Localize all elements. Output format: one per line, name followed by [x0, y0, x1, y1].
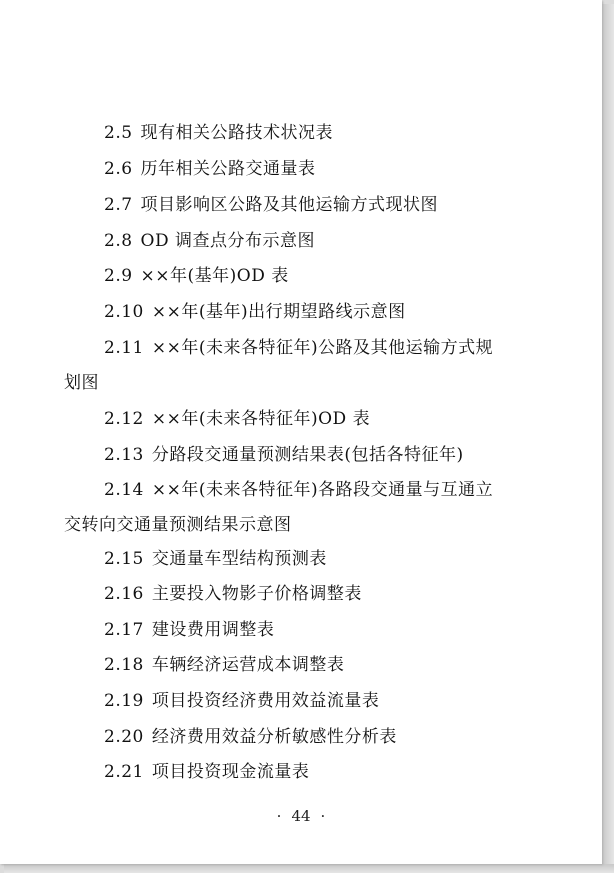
item-title: ××年(未来各特征年)各路段交通量与互通立: [151, 480, 494, 500]
item-number: 2.15: [104, 549, 144, 569]
list-item: [104, 655, 344, 675]
item-number: 2.17: [104, 620, 144, 640]
item-number: 2.14: [104, 480, 144, 500]
list-item: [104, 727, 397, 747]
list-item: [104, 302, 406, 322]
list-item: [104, 231, 315, 251]
item-number: 2.7: [104, 195, 133, 215]
list-item: [104, 445, 464, 465]
item-title: ××年(基年)OD 表: [140, 266, 289, 286]
item-title: 项目影响区公路及其他运输方式现状图: [140, 195, 439, 215]
item-title: 项目投资现金流量表: [151, 762, 310, 782]
item-number: 2.13: [104, 445, 144, 465]
page-number-value: 44: [291, 807, 311, 825]
item-number: 2.6: [104, 159, 133, 179]
item-title-continued: 交转向交通量预测结果示意图: [64, 515, 292, 535]
item-title: ××年(基年)出行期望路线示意图: [151, 302, 406, 322]
item-number: 2.20: [104, 727, 144, 747]
item-number: 2.18: [104, 655, 144, 675]
list-item: [104, 620, 274, 640]
list-item: [104, 195, 438, 215]
list-item: [104, 762, 309, 782]
page-shadow-right: [602, 4, 614, 873]
item-number: 2.21: [104, 762, 144, 782]
item-title: 分路段交通量预测结果表(包括各特征年): [151, 445, 464, 465]
item-title: 项目投资经济费用效益流量表: [151, 691, 380, 711]
item-number: 2.9: [104, 266, 133, 286]
item-title: 历年相关公路交通量表: [140, 159, 316, 179]
page-shadow-bottom: [4, 864, 614, 873]
list-item: [104, 409, 370, 429]
list-item: [104, 480, 493, 500]
item-title: 现有相关公路技术状况表: [140, 123, 334, 143]
list-item: [104, 549, 327, 569]
item-title: ××年(未来各特征年)OD 表: [151, 409, 371, 429]
item-title: 建设费用调整表: [151, 620, 275, 640]
list-item: [104, 338, 493, 358]
item-number: 2.12: [104, 409, 144, 429]
item-title: 车辆经济运营成本调整表: [151, 655, 345, 675]
item-number: 2.10: [104, 302, 144, 322]
item-number: 2.11: [104, 338, 144, 358]
item-number: 2.5: [104, 123, 133, 143]
item-number: 2.19: [104, 691, 144, 711]
item-title: 主要投入物影子价格调整表: [151, 584, 362, 604]
item-number: 2.8: [104, 231, 133, 251]
item-title: OD 调查点分布示意图: [140, 231, 316, 251]
item-title: 经济费用效益分析敏感性分析表: [151, 727, 397, 747]
list-item: [104, 584, 362, 604]
page-number-dot-right: ·: [320, 807, 326, 825]
item-title: ××年(未来各特征年)公路及其他运输方式规: [151, 338, 494, 358]
list-item: [104, 266, 289, 286]
list-item: [104, 691, 379, 711]
item-number: 2.16: [104, 584, 144, 604]
item-title-continued: 划图: [64, 373, 99, 393]
page-number-dot-left: ·: [276, 807, 282, 825]
list-item: [104, 159, 316, 179]
list-item: [104, 123, 333, 143]
item-title: 交通量车型结构预测表: [151, 549, 327, 569]
page-number: [0, 807, 602, 825]
